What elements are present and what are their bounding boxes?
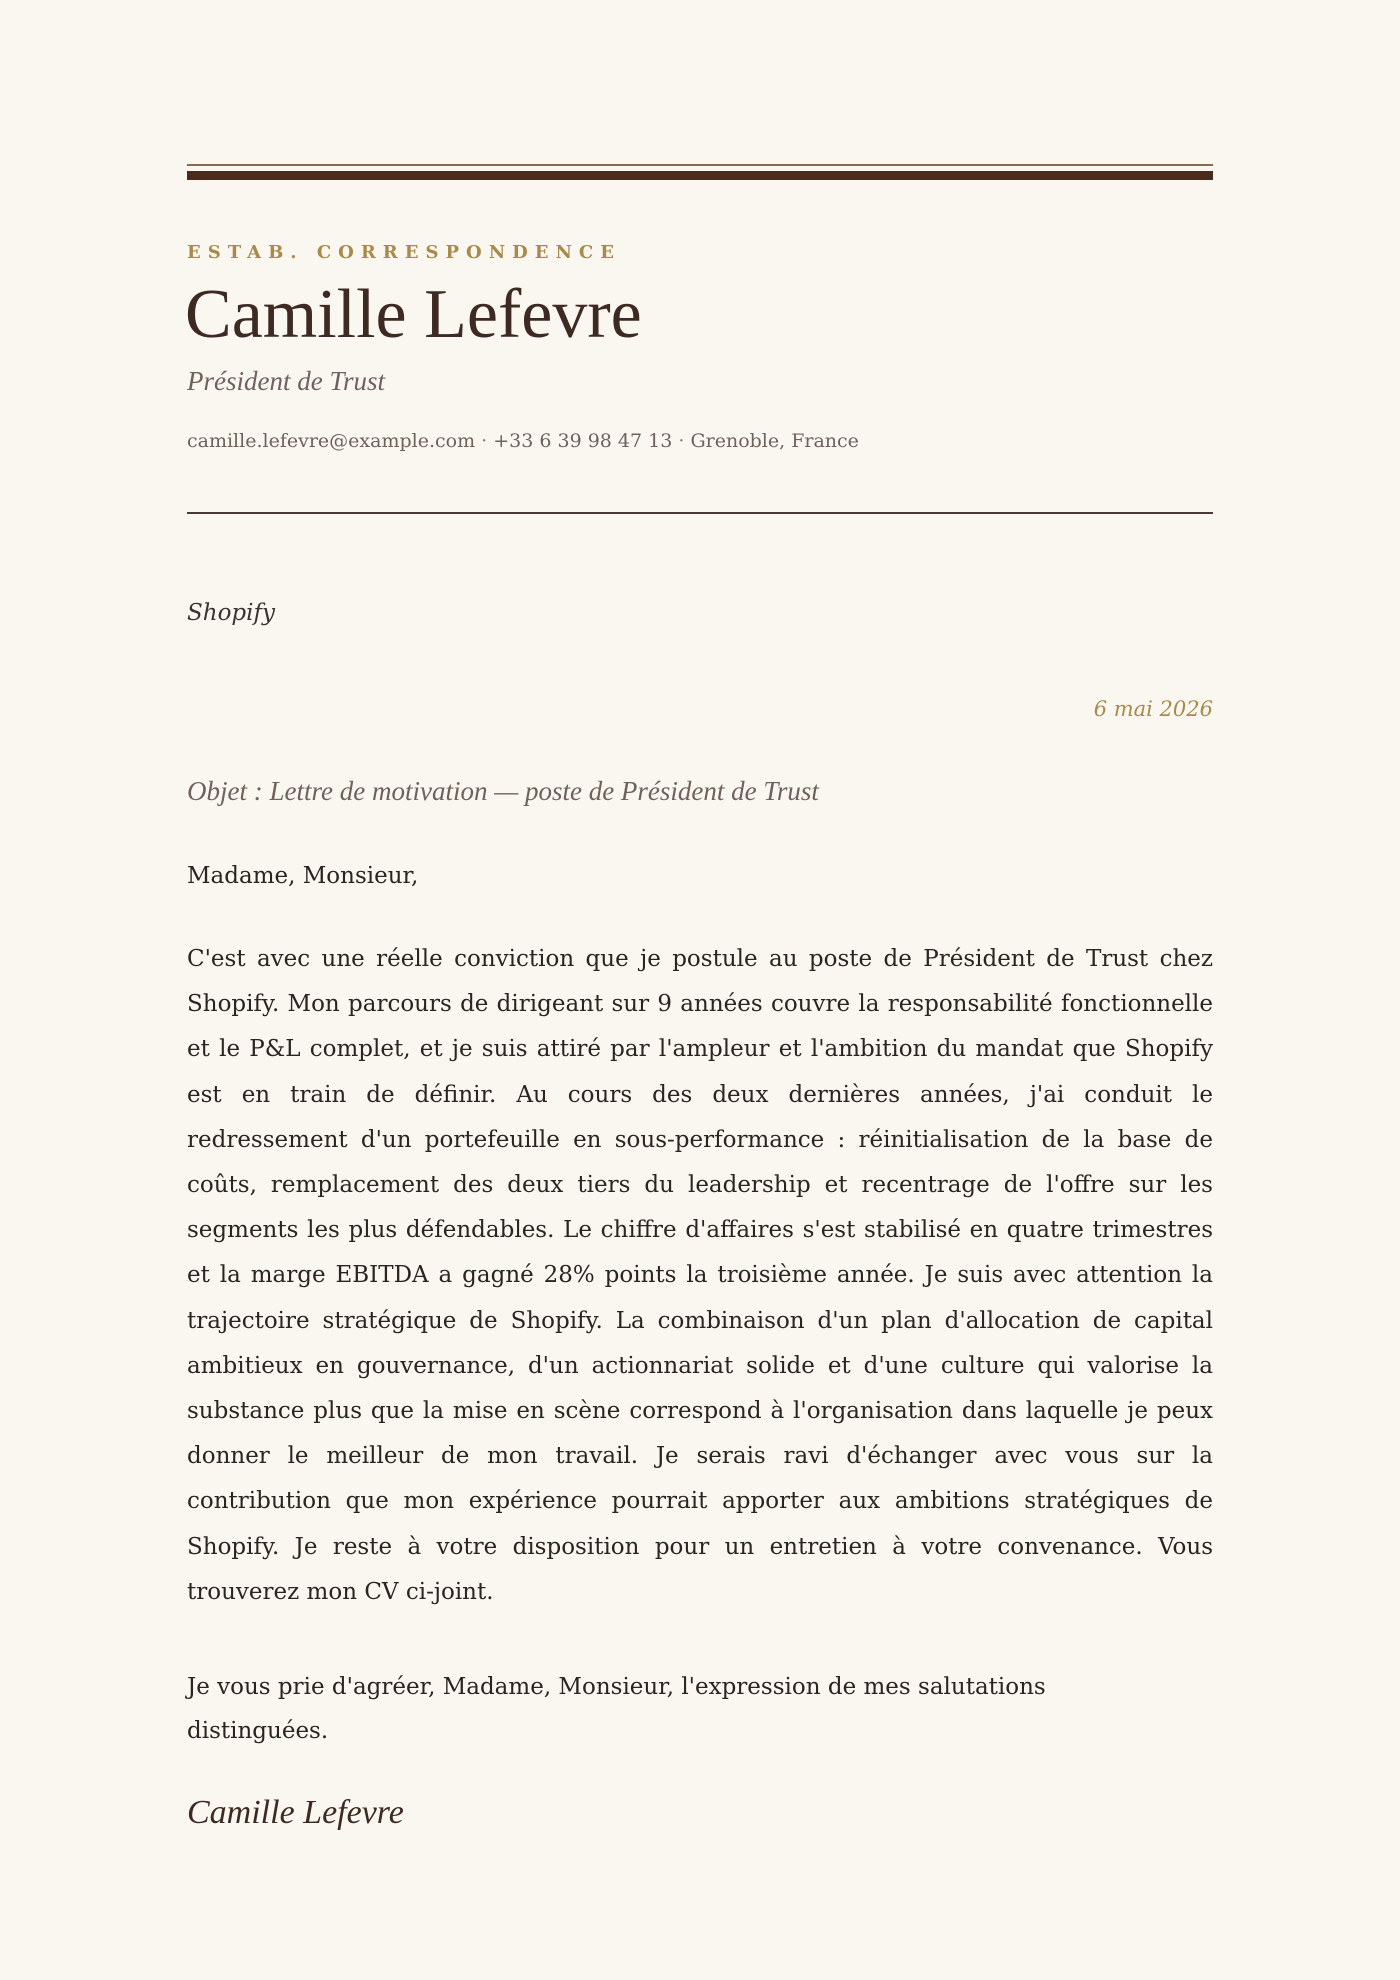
contact-separator: ·	[481, 430, 488, 452]
top-double-rule	[187, 164, 1213, 182]
contact-location: Grenoble, France	[690, 430, 859, 452]
letter-subject: Objet : Lettre de motivation — poste de Président de Trust	[187, 776, 819, 806]
contact-phone: +33 6 39 98 47 13	[493, 430, 673, 452]
header-eyebrow: ESTAB. CORRESPONDENCE	[187, 242, 621, 263]
contact-separator: ·	[678, 430, 685, 452]
sender-name: Camille Lefevre	[185, 276, 642, 353]
letter-salutation: Madame, Monsieur,	[187, 863, 419, 889]
letter-body: C'est avec une réelle conviction que je postule au poste de Président de Trust chez Shopify. Mon parcours de dirigeant sur 9 années couvre la responsabilité fonctionnelle et le P&L complet, et je suis attiré par l'ampleur et l'ambition du mandat que Shopify est en train de définir. Au cours des deux dernières années, j'ai conduit le redressement d'un portefeuille en sous-performance : réinitialisation de la base de coûts, remplacement des deux tiers du leadership et recentrage de l'offre sur les segments les plus défendables. Le chiffre d'affaires s'est stabilisé en quatre trimestres et la marge EBITDA a gagné 28% points la troisième année. Je suis avec attention la trajectoire stratégique de Shopify. La combinaison d'un plan d'allocation de capital ambitieux en gouvernance, d'un actionnariat solide et d'une culture qui valorise la substance plus que la mise en scène correspond à l'organisation dans laquelle je peux donner le meilleur de mon travail. Je serais ravi d'échanger avec vous sur la contribution que mon expérience pourrait apporter aux ambitions stratégiques de Shopify. Je reste à votre disposition pour un entretien à votre convenance. Vous trouverez mon CV ci-joint.	[187, 946, 1213, 1605]
letter-closing: Je vous prie d'agréer, Madame, Monsieur, l'expression de mes salutations distinguées.	[187, 1674, 1046, 1744]
top-rule-thick	[187, 171, 1213, 180]
letter-signature: Camille Lefevre	[187, 1794, 404, 1831]
letter-date: 6 mai 2026	[1093, 697, 1213, 721]
top-rule-thin	[187, 164, 1213, 166]
contact-email: camille.lefevre@example.com	[187, 430, 476, 452]
header-divider	[187, 512, 1213, 514]
contact-line	[187, 430, 859, 452]
sender-title: Président de Trust	[187, 366, 386, 396]
recipient-company: Shopify	[187, 600, 276, 626]
